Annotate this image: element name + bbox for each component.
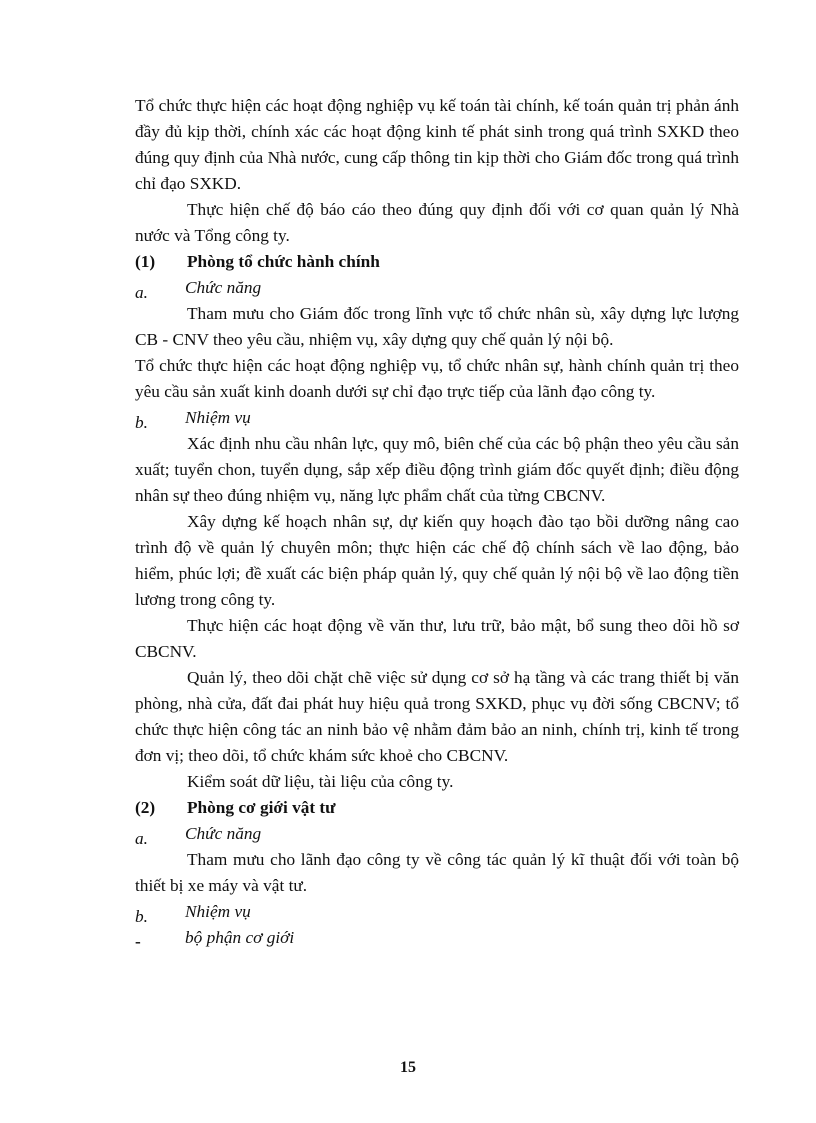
paragraph: Xây dựng kế hoạch nhân sự, dự kiến quy hoạch đào tạo bồi dưỡng nâng cao trình độ về quản lý chuyên môn; thực hiện các chế độ chính sách về lao động, bảo hiểm, phúc lợi; đề xuất các biện pháp quản lý, quy chế quản lý nội bộ về lao động tiền lương trong công ty.: [135, 512, 739, 609]
paragraph: Kiểm soát dữ liệu, tài liệu của công ty.: [187, 772, 454, 791]
bullet-label: bộ phận cơ giới: [185, 928, 295, 947]
subheading-label: Chức năng: [185, 278, 262, 297]
subheading-label: Chức năng: [185, 824, 262, 843]
paragraph: Tham mưu cho Giám đốc trong lĩnh vực tổ chức nhân sù, xây dựng lực lượng CB - CNV theo yêu cầu, nhiệm vụ, xây dựng quy chế quản lý nội bộ.: [135, 304, 739, 349]
section-title: Phòng tổ chức hành chính: [187, 252, 380, 271]
subheading-label: Nhiệm vụ: [185, 408, 251, 427]
subheading: [135, 405, 739, 431]
subheading: [135, 275, 739, 301]
bullet-marker: -: [135, 932, 141, 951]
page-number: 15: [400, 1059, 416, 1076]
bullet-item: [135, 925, 739, 951]
subheading: [135, 821, 739, 847]
section-heading: [135, 795, 739, 821]
paragraph: Quản lý, theo dõi chặt chẽ việc sử dụng cơ sở hạ tầng và các trang thiết bị văn phòng, nhà cửa, đất đai phát huy hiệu quả trong SXKD, phục vụ đời sống CBCNV; tổ chức thực hiện công tác an ninh bảo vệ nhằm đảm bảo an ninh, chính trị, kinh tế trong đơn vị; theo dõi, tổ chức khám sức khoẻ cho CBCNV.: [135, 668, 739, 765]
section-number: (1): [135, 252, 156, 271]
subheading-label: Nhiệm vụ: [185, 902, 251, 921]
subheading-marker: a.: [135, 829, 148, 848]
paragraph: Tổ chức thực hiện các hoạt động nghiệp vụ, tổ chức nhân sự, hành chính quản trị theo yêu cầu sản xuất kinh doanh dưới sự chỉ đạo trực tiếp của lãnh đạo công ty.: [135, 356, 739, 401]
subheading-marker: a.: [135, 283, 148, 302]
section-title: Phòng cơ giới vật tư: [187, 798, 336, 817]
paragraph: Tham mưu cho lãnh đạo công ty về công tác quản lý kĩ thuật đối với toàn bộ thiết bị xe máy và vật tư.: [135, 850, 739, 895]
section-number: (2): [135, 798, 156, 817]
subheading-marker: b.: [135, 907, 148, 926]
paragraph: Xác định nhu cầu nhân lực, quy mô, biên chế của các bộ phận theo yêu cầu sản xuất; tuyển chon, tuyển dụng, sắp xếp điều động trình giám đốc quyết định; điều động nhân sự theo đúng nhiệm vụ, năng lực phẩm chất của từng CBCNV.: [135, 434, 739, 505]
body-text: [135, 93, 739, 951]
section-heading: [135, 249, 739, 275]
subheading-marker: b.: [135, 413, 148, 432]
paragraph: Thực hiện chế độ báo cáo theo đúng quy định đối với cơ quan quản lý Nhà nước và Tổng công ty.: [135, 200, 739, 245]
paragraph: Tổ chức thực hiện các hoạt động nghiệp vụ kế toán tài chính, kế toán quản trị phản ánh đầy đủ kịp thời, chính xác các hoạt động kinh tế phát sinh trong quá trình SXKD theo đúng quy định của Nhà nước, cung cấp thông tin kịp thời cho Giám đốc trong quá trình chỉ đạo SXKD.: [135, 96, 739, 193]
paragraph: Thực hiện các hoạt động về văn thư, lưu trữ, bảo mật, bổ sung theo dõi hồ sơ CBCNV.: [135, 616, 739, 661]
subheading: [135, 899, 739, 925]
